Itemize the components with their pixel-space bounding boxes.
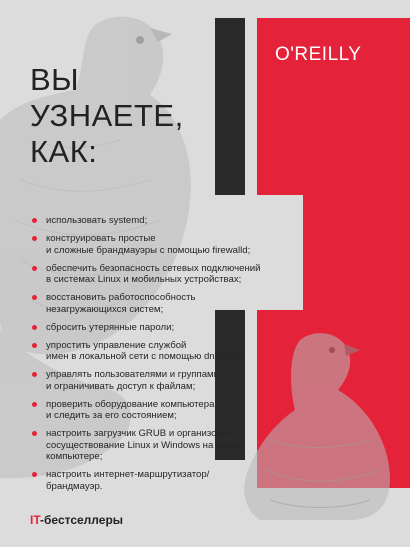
list-item-text: настроить интернет-маршрутизатор/ брандмауэр. xyxy=(46,469,210,492)
list-item xyxy=(30,340,290,363)
page-heading xyxy=(30,62,184,170)
list-item-text: сбросить утерянные пароли; xyxy=(46,321,175,333)
list-item xyxy=(30,469,290,492)
list-item xyxy=(30,399,290,422)
red-dot-icon xyxy=(32,236,37,241)
skills-list xyxy=(30,215,290,499)
series-suffix: -бестселлеры xyxy=(40,513,124,527)
list-item xyxy=(30,263,290,286)
red-dot-icon xyxy=(32,218,37,223)
list-item-text: управлять пользователями и группами и ограничивать доступ к файлам; xyxy=(46,369,219,392)
list-item-text: настроить загрузчик GRUB и организовать сосуществование Linux и Windows на одном компьютере; xyxy=(46,428,244,462)
red-dot-icon xyxy=(32,431,37,436)
red-dot-icon xyxy=(32,325,37,330)
list-item-text: проверить оборудование компьютера и следить за его состоянием; xyxy=(46,398,215,421)
list-item xyxy=(30,369,290,392)
list-item xyxy=(30,292,290,315)
heading-line: ВЫ xyxy=(30,62,80,97)
list-item xyxy=(30,428,290,463)
list-item-text: обеспечить безопасность сетевых подключений в системах Linux и мобильных устройствах; xyxy=(46,262,261,285)
list-item xyxy=(30,233,290,256)
list-item xyxy=(30,215,290,227)
list-item-text: упростить управление службой имен в локальной сети с помощью dnsmasq; xyxy=(46,339,246,362)
oreilly-logo: O'REILLY xyxy=(275,44,362,65)
series-label xyxy=(30,513,123,527)
heading-line: КАК: xyxy=(30,134,98,169)
list-item-text: использовать systemd; xyxy=(46,215,148,226)
red-dot-icon xyxy=(32,372,37,377)
list-item xyxy=(30,322,290,334)
heading-line: УЗНАЕТЕ, xyxy=(30,98,184,133)
red-dot-icon xyxy=(32,402,37,407)
red-dot-icon xyxy=(32,266,37,271)
red-dot-icon xyxy=(32,343,37,348)
red-dot-icon xyxy=(32,472,37,477)
list-item-text: восстановить работоспособность незагружающихся систем; xyxy=(46,292,196,315)
series-prefix: IT xyxy=(30,513,41,527)
list-item-text: конструировать простые и сложные брандмауэры с помощью firewalld; xyxy=(46,233,251,256)
red-dot-icon xyxy=(32,295,37,300)
